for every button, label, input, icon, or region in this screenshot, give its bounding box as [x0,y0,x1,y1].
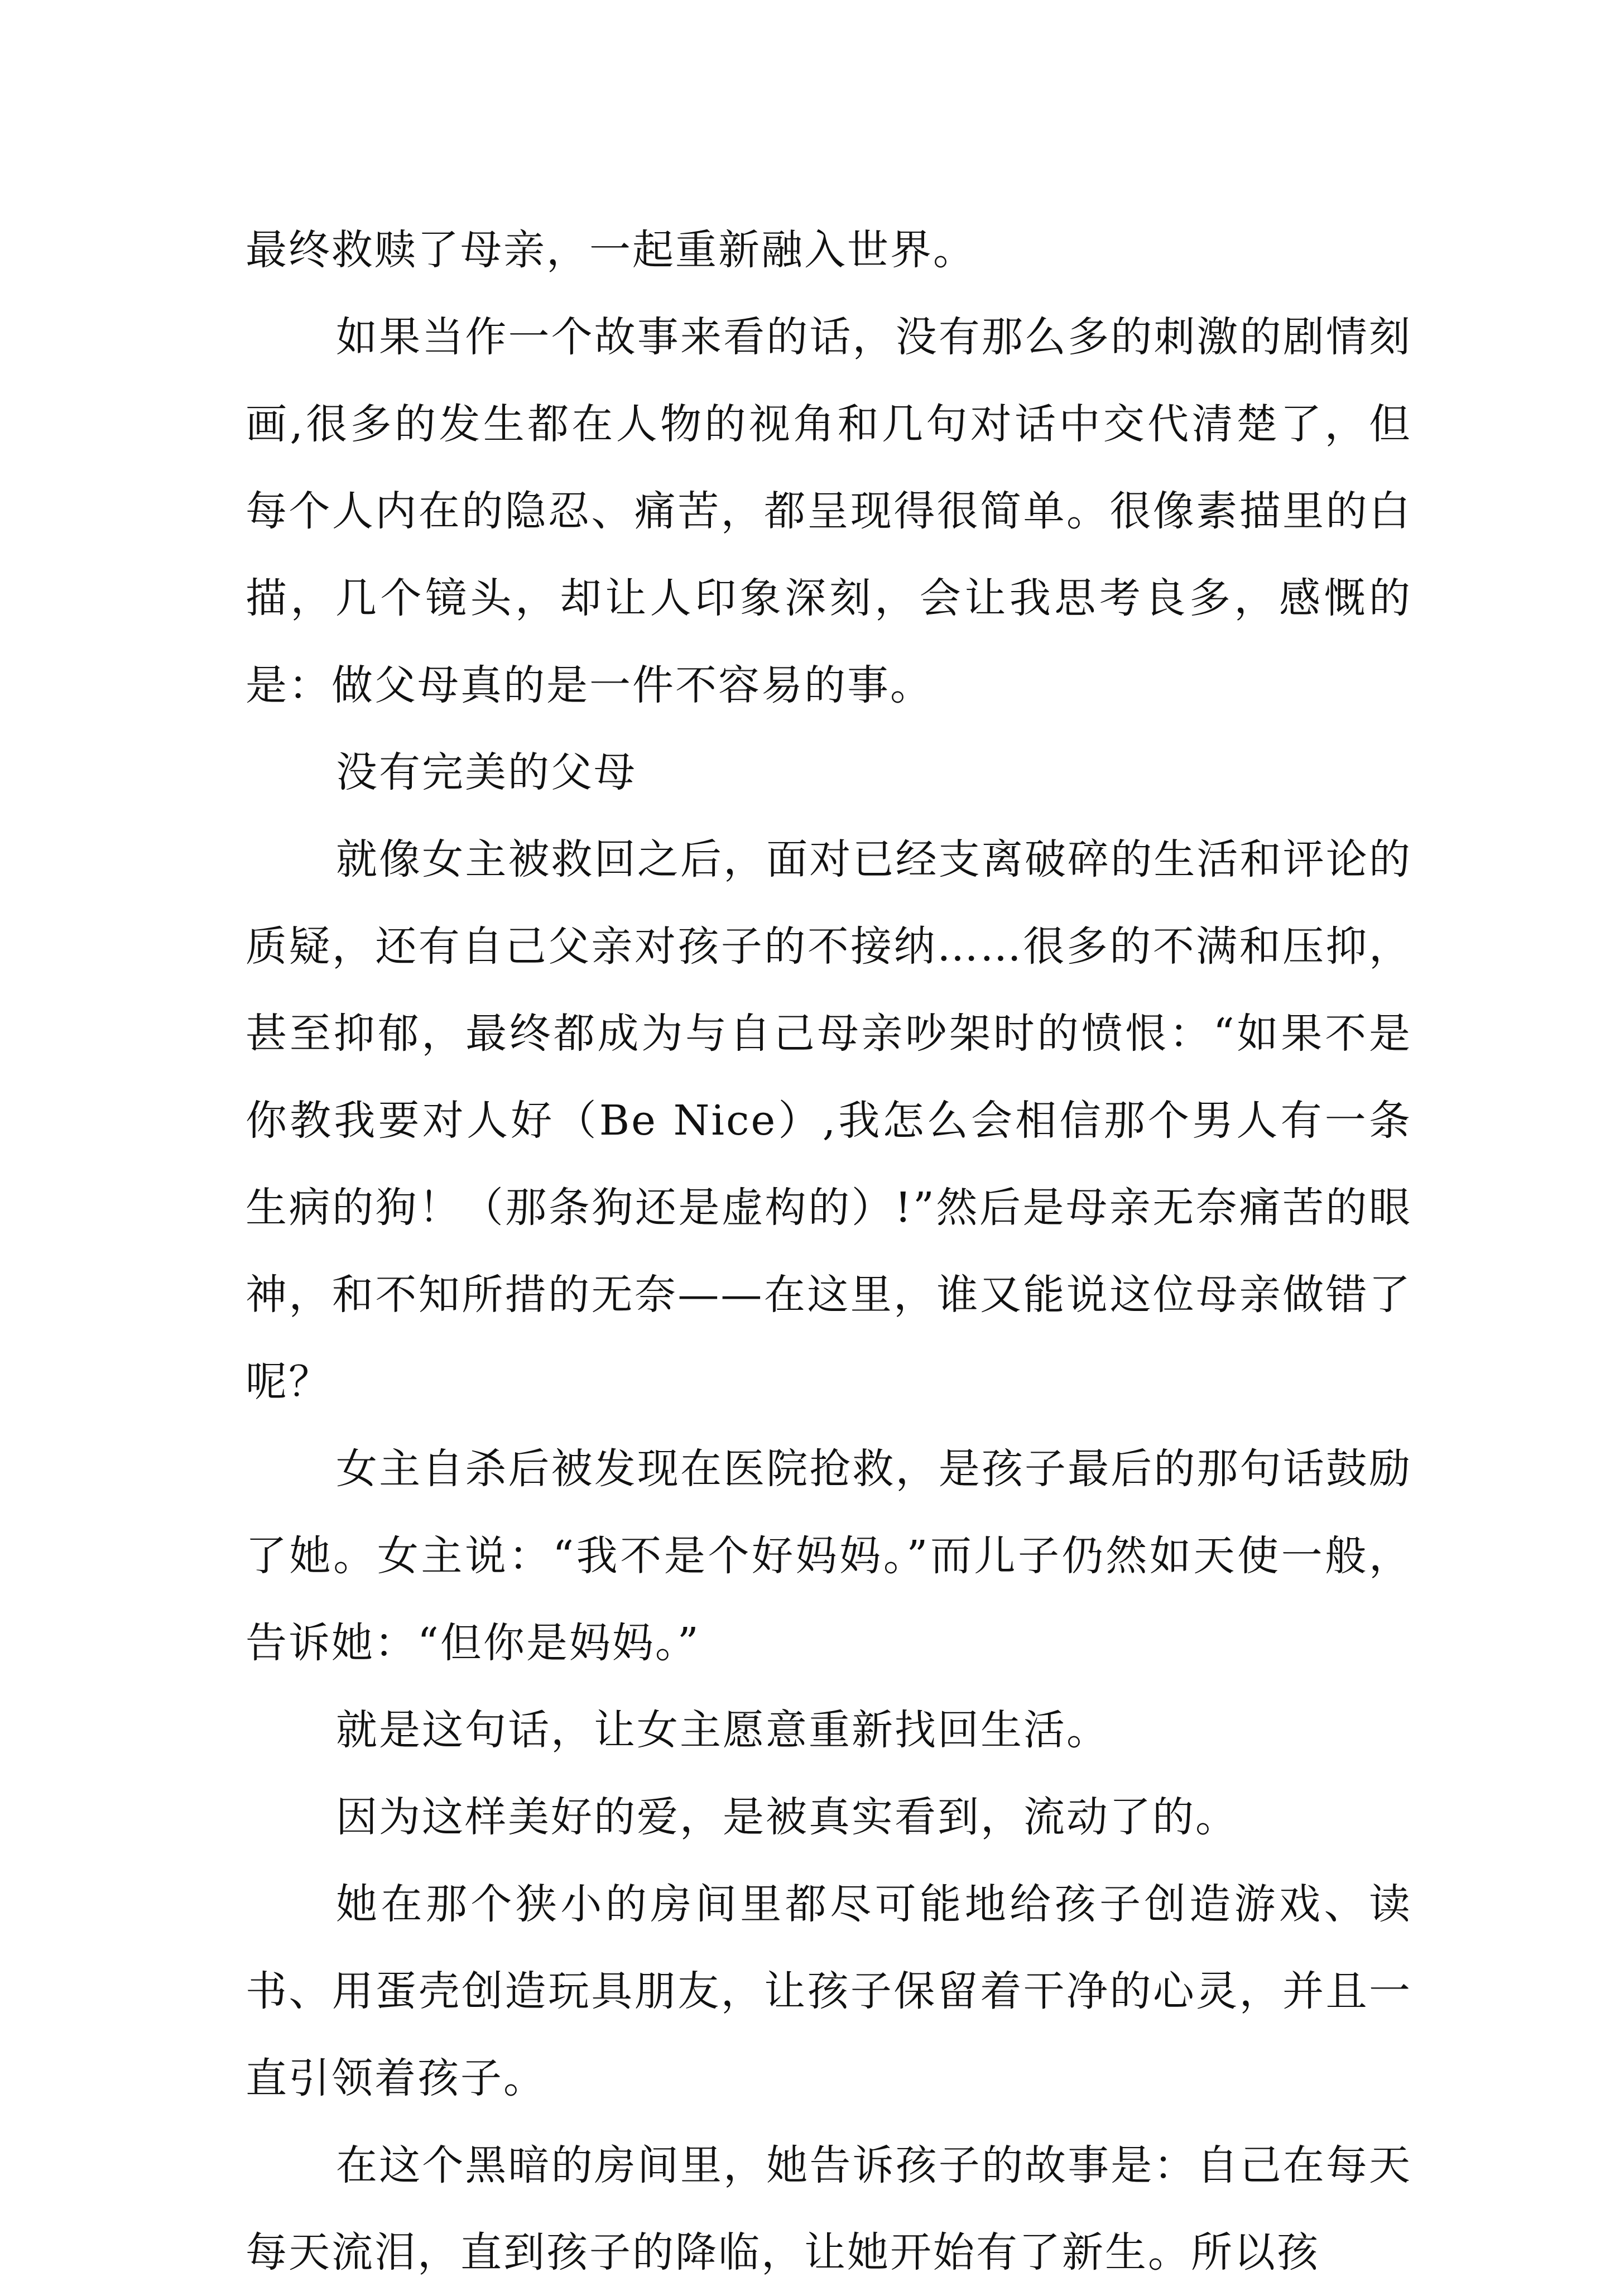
section-heading: 没有完美的父母 [336,748,637,796]
paragraph-2: 如果当作一个故事来看的话，没有那么多的刺激的剧情刻画,很多的发生都在人物的视角和几句对话中交代清楚了，但每个人内在的隐忍、痛苦，都呈现得很简单。很像素描里的白描，几个镜头，却让人印象深刻，会让我思考良多，感慨的是：做父母真的是一件不容易的事。 [246,313,1412,709]
paragraph-5: 就是这句话，让女主愿意重新找回生活。 [336,1706,1109,1754]
paragraph-8: 在这个黑暗的房间里，她告诉孩子的故事是：自己在每天每天流泪，直到孩子的降临，让她开始有了新生。所以孩 [246,2141,1412,2276]
body-text [246,206,1412,2296]
paragraph-4: 女主自杀后被发现在医院抢救，是孩子最后的那句话鼓励了她。女主说：“我不是个好妈妈。”而儿子仍然如天使一般，告诉她：“但你是妈妈。” [246,1445,1412,1667]
paragraph-7: 她在那个狭小的房间里都尽可能地给孩子创造游戏、读书、用蛋壳创造玩具朋友，让孩子保留着干净的心灵，并且一直引领着孩子。 [246,1880,1412,2102]
paragraph-1: 最终救赎了母亲，一起重新融入世界。 [246,226,976,274]
paragraph-6: 因为这样美好的爱，是被真实看到，流动了的。 [336,1793,1238,1841]
paragraph-3: 就像女主被救回之后，面对已经支离破碎的生活和评论的质疑，还有自己父亲对孩子的不接纳……很多的不满和压抑，甚至抑郁，最终都成为与自己母亲吵架时的愤恨：“如果不是你教我要对人好（Be Nice）,我怎么会相信那个男人有一条生病的狗！（那条狗还是虚构的）!”然后是母亲无奈痛苦的眼神，和不知所措的无奈——在这里，谁又能说这位母亲做错了呢？ [246,835,1412,1406]
